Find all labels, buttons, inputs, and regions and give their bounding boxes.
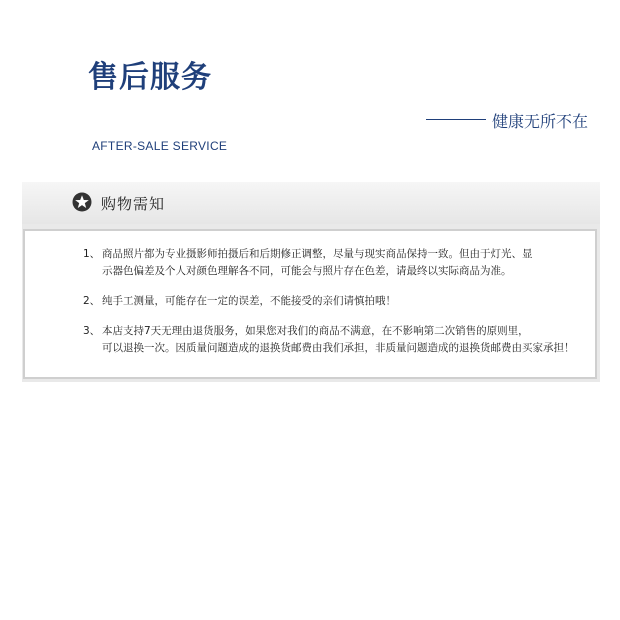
notice-item-number: 3、 xyxy=(83,325,101,337)
notice-item-line: 商品照片都为专业摄影师拍摄后和后期修正调整，尽量与现实商品保持一致。但由于灯光、显 xyxy=(102,248,533,260)
notice-item-line: 可以退换一次。因质量问题造成的退换货邮费由我们承担，非质量问题造成的退换货邮费由买家承担！ xyxy=(102,342,575,354)
notice-item-line: 纯手工测量，可能存在一定的误差，不能接受的亲们请慎拍哦！ xyxy=(102,295,396,307)
notice-item-number: 1、 xyxy=(83,248,101,260)
star-icon xyxy=(72,192,92,212)
slogan: 健康无所不在 xyxy=(492,112,589,131)
page-title: 售后服务 xyxy=(88,60,212,95)
slogan-divider xyxy=(426,119,486,120)
notice-item-number: 2、 xyxy=(83,295,101,307)
notice-item-line: 示器色偏差及个人对颜色理解各不同，可能会与照片存在色差，请最终以实际商品为准。 xyxy=(102,265,512,277)
notice-title: 购物需知 xyxy=(101,195,166,213)
notice-item-line: 本店支持7天无理由退货服务，如果您对我们的商品不满意，在不影响第二次销售的原则里， xyxy=(102,325,529,337)
page-subtitle: AFTER-SALE SERVICE xyxy=(92,139,228,153)
